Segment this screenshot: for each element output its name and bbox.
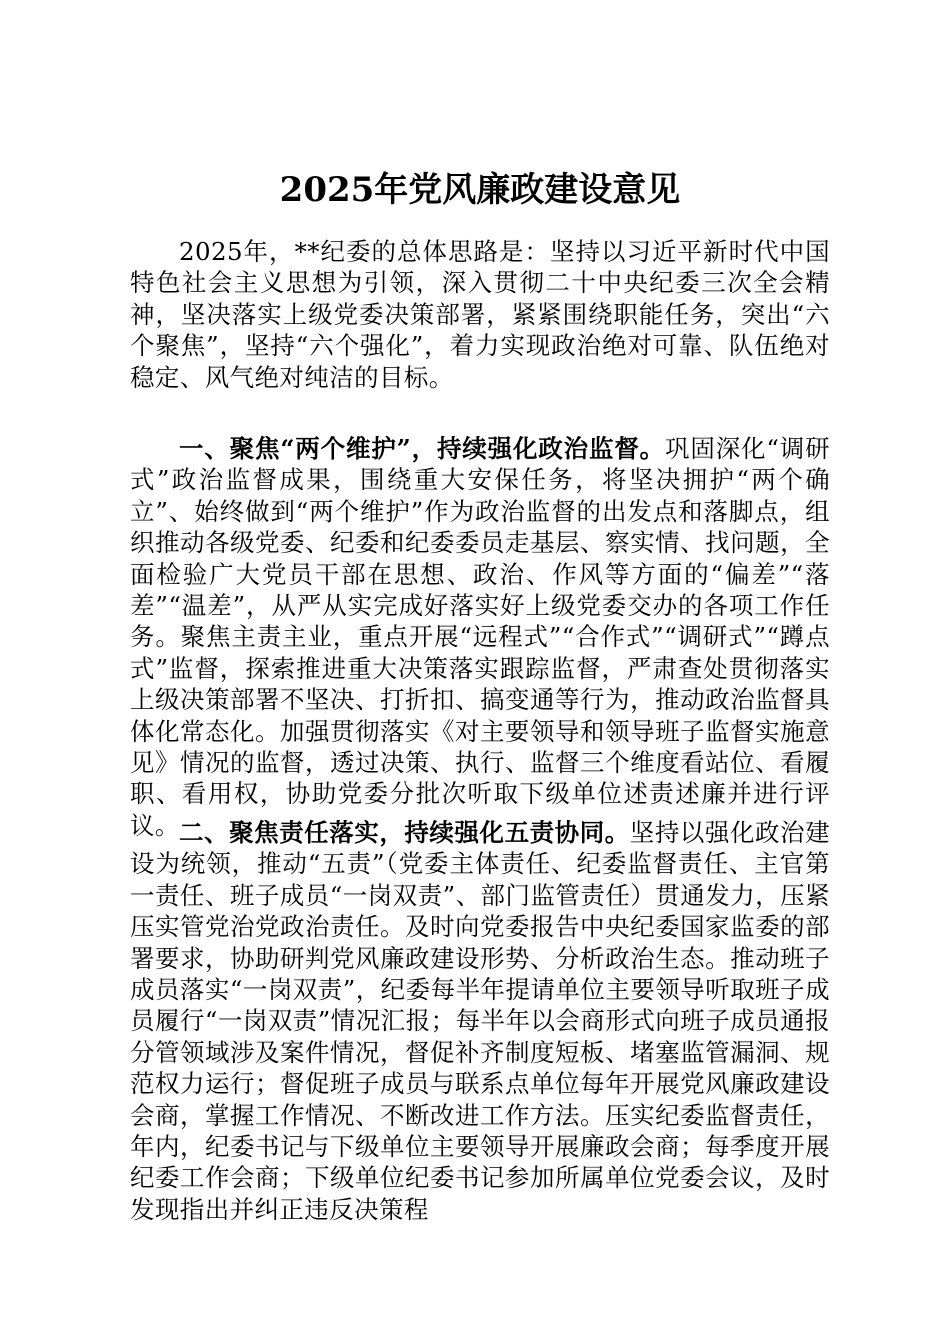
paragraph-text: 2025年，**纪委的总体思路是：坚持以习近平新时代中国特色社会主义思想为引领，深入贯彻二十中央纪委三次全会精神，坚决落实上级党委决策部署，紧紧围绕职能任务，突出“六个聚焦”，坚持“六个强化”，着力实现政治绝对可靠、队伍绝对稳定、风气绝对纯洁的目标。 [130,237,830,392]
section-2-text: 坚持以强化政治建设为统领，推动“五责”（党委主体责任、纪委监督责任、主官第一责任、班子成员“一岗双责”、部门监管责任）贯通发力，压紧压实管党治党政治责任。及时向党委报告中央纪委国家监委的部署要求，协助研判党风廉政建设形势、分析政治生态。推动班子成员落实“一岗双责”，纪委每半年提请单位主要领导听取班子成员履行“一岗双责”情况汇报；每半年以会商形式向班子成员通报分管领域涉及案件情况，督促补齐制度短板、堵塞监管漏洞、规范权力运行；督促班子成员与联系点单位每年开展党风廉政建设会商，掌握工作情况、不断改进工作方法。压实纪委监督责任，年内，纪委书记与下级单位主要领导开展廉政会商；每季度开展纪委工作会商；下级单位纪委书记参加所属单位党委会议，及时发现指出并纠正违反决策程 [130,818,831,1224]
document-title: 2025年党风廉政建设意见 [279,170,681,210]
section-2-paragraph [130,817,830,1225]
intro-paragraph [130,236,830,393]
section-1-text: 巩固深化“调研式”政治监督成果，围绕重大安保任务，将坚决拥护“两个确立”、始终做到“两个维护”作为政治监督的出发点和落脚点，组织推动各级党委、纪委和纪委委员走基层、察实情、找问题，全面检验广大党员干部在思想、政治、作风等方面的“偏差”“落差”“温差”，从严从实完成好落实好上级党委交办的各项工作任务。聚焦主责主业，重点开展“远程式”“合作式”“调研式”“蹲点式”监督，探索推进重大决策落实跟踪监督，严肃查处贯彻落实上级决策部署不坚决、打折扣、搞变通等行为，推动政治监督具体化常态化。加强贯彻落实《对主要领导和领导班子监督实施意见》情况的监督，透过决策、执行、监督三个维度看站位、看履职、看用权，协助党委分批次听取下级单位述责述廉并进行评议。 [130,434,831,840]
section-1-heading: 一、聚焦“两个维护”，持续强化政治监督。 [179,434,666,463]
section-1-paragraph [130,433,830,841]
section-2-heading: 二、聚焦责任落实，持续强化五责协同。 [179,818,630,847]
